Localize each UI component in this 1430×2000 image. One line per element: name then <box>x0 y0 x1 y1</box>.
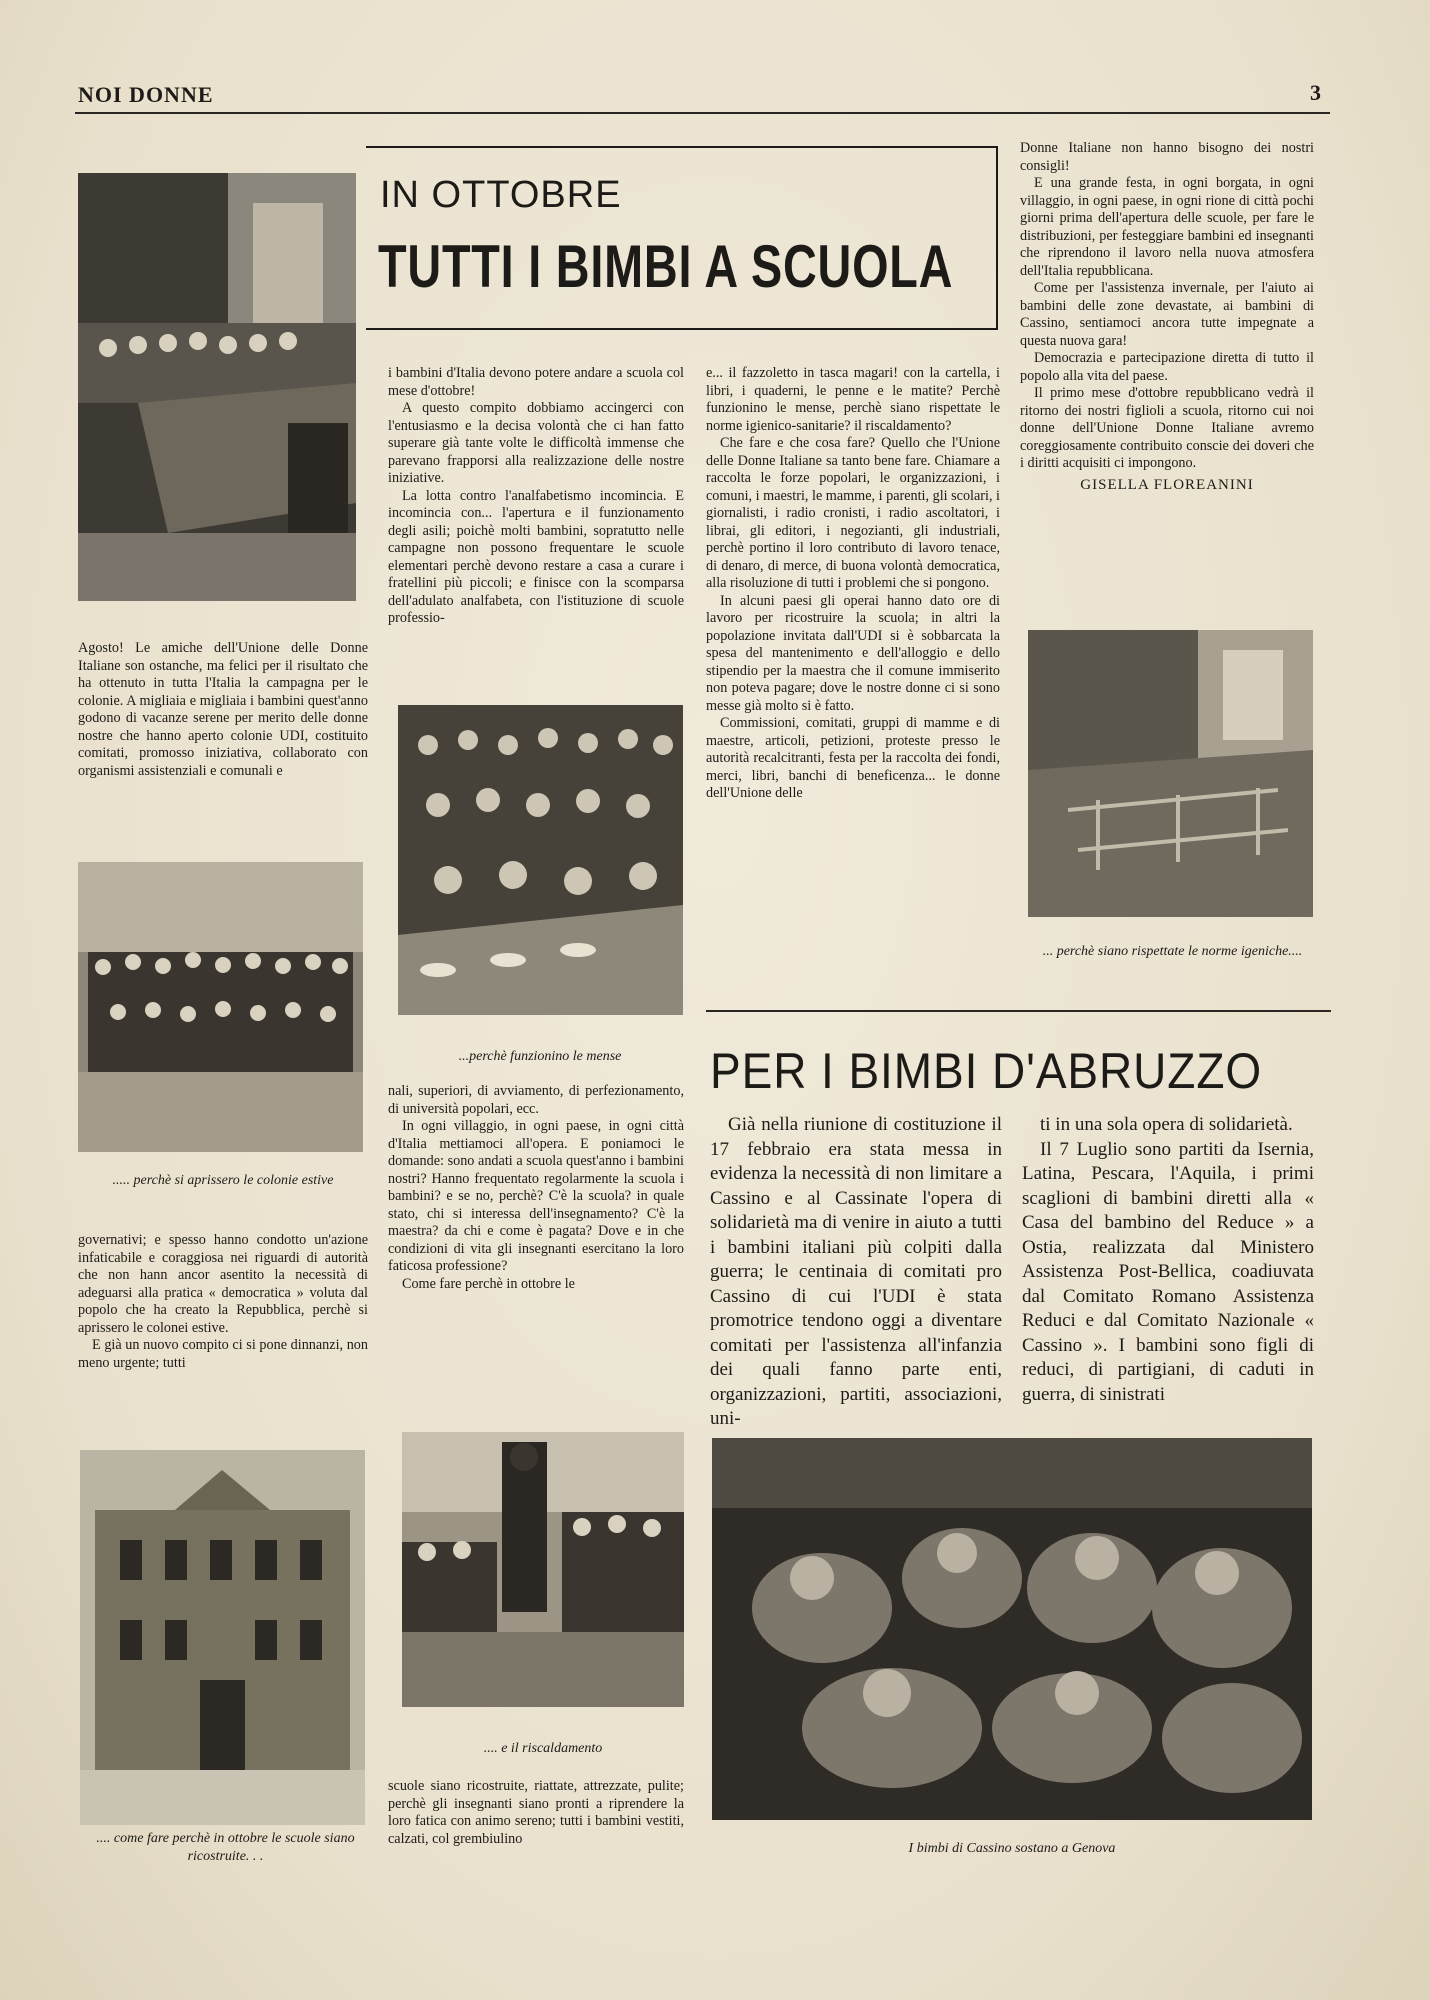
signature: GISELLA FLOREANINI <box>1080 476 1254 493</box>
page-number: 3 <box>1310 80 1321 105</box>
photo-cassino <box>712 1438 1312 1820</box>
article1-col2-para3: La lotta contro l'analfabetismo incomincia. E incomincia con... l'apertura e il funzionamento degli asili; poichè molti bambini, sopratutto nelle campagne non possono frequentare le scuole elementari perchè devono restare a casa a curare i fratellini più piccoli; e finisce con la scomparsa dell'adulato analfabeta, con l'istituzione di scuole professio- <box>388 487 684 626</box>
article1-col4-para3: Come per l'assistenza invernale, per l'aiuto ai bambini delle zone devastate, ai bambini di Cassino, sentiamoci ancora tutte impegnate a questa nuova gara! <box>1020 280 1314 349</box>
article1-col2-para4: nali, superiori, di avviamento, di perfezionamento, di università popolari, ecc. <box>388 1083 684 1117</box>
caption-riscaldamento: .... e il riscaldamento <box>483 1741 603 1756</box>
article1-col4-para5: Il primo mese d'ottobre repubblicano vedrà il ritorno dei nostri figlioli a scuola, ritorno cui noi donne dell'Unione Donne Italiane avremo coreggiosamente contribuito conscie dei doveri che i diritti acquisiti ci impongono. <box>1020 385 1314 471</box>
photo-classroom <box>78 173 356 601</box>
article1-col2-para2: A questo compito dobbiamo accingerci con l'entusiasmo e la decisa volontà che ci han fatto superare già tante volte le difficoltà immense che parevano frapporsi alla realizzazione delle nostre iniziative. <box>388 400 684 486</box>
caption-colonie: ..... perchè si aprissero le colonie estive <box>112 1173 334 1188</box>
article1-col2-para6: Come fare perchè in ottobre le <box>402 1275 575 1292</box>
masthead: NOI DONNE <box>78 82 214 107</box>
article1-col1-para3: E già un nuovo compito ci si pone dinnanzi, non meno urgente; tutti <box>78 1337 368 1371</box>
caption-ricostruite: .... come fare perchè in ottobre le scuole siano ricostruite. . . <box>96 1831 355 1864</box>
article1-col2-para5: In ogni villaggio, in ogni paese, in ogni città d'Italia mettiamoci all'opera. E poniamoci le domande: sono andati a scuola quest'anno i bambini nostri? Hanno frequentato regolarmente la scuola i bambini? e se no, perchè? C'è la scuola? in quale stato, chi si interessa dell'insegnamento? C'è la maestra? da chi e come è pagata? Dove e in che condizioni di vita gli insegnanti esercitano la loro faticosa professione? <box>388 1118 684 1274</box>
article1-col2-para1: i bambini d'Italia devono potere andare a scuola col mese d'ottobre! <box>388 365 684 399</box>
article1-col3-para2: Che fare e che cosa fare? Quello che l'Unione delle Donne Italiane sa tanto bene fare. Chiamare a raccolta le forze popolari, le organizzazioni, i comuni, i maestri, le mamme, i parenti, gli scolari, i giornalisti, i radio cronisti, i radio ascoltatori, i librai, gli editori, i negozianti, gli industriali, perchè portino il loro contributo di lavoro tenace, di denaro, di merce, di buona volontà democratica, alla risoluzione di tutti i problemi che si pongono. <box>706 435 1000 591</box>
article2-headline: PER I BIMBI D'ABRUZZO <box>710 1043 1263 1099</box>
article1-col3-para3: In alcuni paesi gli operai hanno dato ore di lavoro per ricostruire la scuola; in altri la popolazione invitata dall'UDI si è sobbarcata la spesa del mantenimento e dell'alloggio e dello stipendio per la maestra che il comune immiserito non poteva pagare; dove le nostre donne ci si sono messe già molto si è fatto. <box>706 592 1000 714</box>
article2-para2: ti in una sola opera di solidarietà. <box>1040 1114 1293 1135</box>
article1-col1-para1: Agosto! Le amiche dell'Unione delle Donne Italiane son ostanche, ma felici per il risultato che ha ottenuto in tutta l'Italia la campagna per le colonie. A migliaia e migliaia i bambini quest'anno godono di vacanze serene per merito delle donne nostre che hanno aperto colonie UDI, costituito comitati, promosso iniziativa, collaborato con organismi assistenziali e comunali e <box>78 640 368 779</box>
photo-mense <box>398 705 683 1015</box>
header-rule <box>75 112 1330 114</box>
article2-para1: Già nella riunione di costituzione il 17 febbraio era stata messa in evidenza la necessità di non limitare a Cassino e al Cassinate l'opera di solidarietà ma di venire in aiuto a tutti i bambini italiani più colpiti dalla guerra; le centinaia di comitati pro Cassino di cui l'UDI è stata promotrice tendono oggi a diventare comitati per l'assistenza all'infanzia dei quali fanno parte enti, organizzazioni, partiti, associazioni, uni- <box>710 1114 1002 1429</box>
article2-para3: Il 7 Luglio sono partiti da Isernia, Latina, Pescara, l'Aquila, i primi scaglioni di bambini diretti alla « Casa del bambino del Reduce » a Ostia, realizzata dal Ministero Assistenza Post-Bellica, coadiuvata dal Comitato Romano Assistenza Reduci e dal Comitato Nazionale « Cassino ». I bambini sono figli di reduci, di partigiani, di caduti in guerra, di sinistrati <box>1022 1138 1314 1405</box>
article1-col2-para7: scuole siano ricostruite, riattate, attrezzate, pulite; perchè gli insegnanti siano pronti a riprendere la loro fatica con animo sereno; tutti i bambini vestiti, calzati, col grembiulino <box>388 1778 684 1847</box>
article1-col4-para1: Donne Italiane non hanno bisogno dei nostri consigli! <box>1020 140 1314 174</box>
photo-igieniche <box>1028 630 1313 917</box>
article1-col4-para2: E una grande festa, in ogni borgata, in ogni villaggio, in ogni paese, in ogni rione di città pochi giorni prima dell'apertura delle scuole, per fare le distribuzioni, per festeggiare bambini ed insegnanti che riprendono il lavoro nella nuova atmosfera dell'Italia repubblicana. <box>1020 175 1314 279</box>
article1-col3-para4: Commissioni, comitati, gruppi di mamme e di maestre, articoli, petizioni, proteste presso le autorità recalcitranti, festa per la raccolta dei fondi, merci, libri, banchi di beneficenza... le donne dell'Unione delle <box>706 715 1000 801</box>
article1-col4-para4: Democrazia e partecipazione diretta di tutto il popolo alla vita del paese. <box>1020 350 1314 384</box>
article1-headline: TUTTI I BIMBI A SCUOLA <box>378 233 954 300</box>
photo-building <box>80 1450 365 1825</box>
photo-riscaldamento <box>402 1432 684 1707</box>
article1-col3-para1: e... il fazzoletto in tasca magari! con la cartella, i libri, i quaderni, le penne e le matite? Perchè funzionino le mense, perchè siano rispettate le norme igienico-sanitarie? il riscaldamento? <box>706 365 1000 434</box>
caption-igieniche: ... perchè siano rispettate le norme igeniche.... <box>1042 944 1303 959</box>
caption-mense: ...perchè funzionino le mense <box>458 1049 622 1064</box>
photo-colonie <box>78 862 363 1152</box>
article1-col1-para2: governativi; e spesso hanno condotto un'azione infaticabile e coraggiosa nei riguardi di autorità che non hann ancor asentito la necessità di adeguarsi alla pratica « democratica » voluta dal popolo che ha creato la Repubblica, perchè si aprissero le colonei estive. <box>78 1232 368 1336</box>
article1-kicker: IN OTTOBRE <box>380 174 622 216</box>
section-rule <box>706 1010 1331 1012</box>
caption-cassino: I bimbi di Cassino sostano a Genova <box>908 1841 1116 1856</box>
